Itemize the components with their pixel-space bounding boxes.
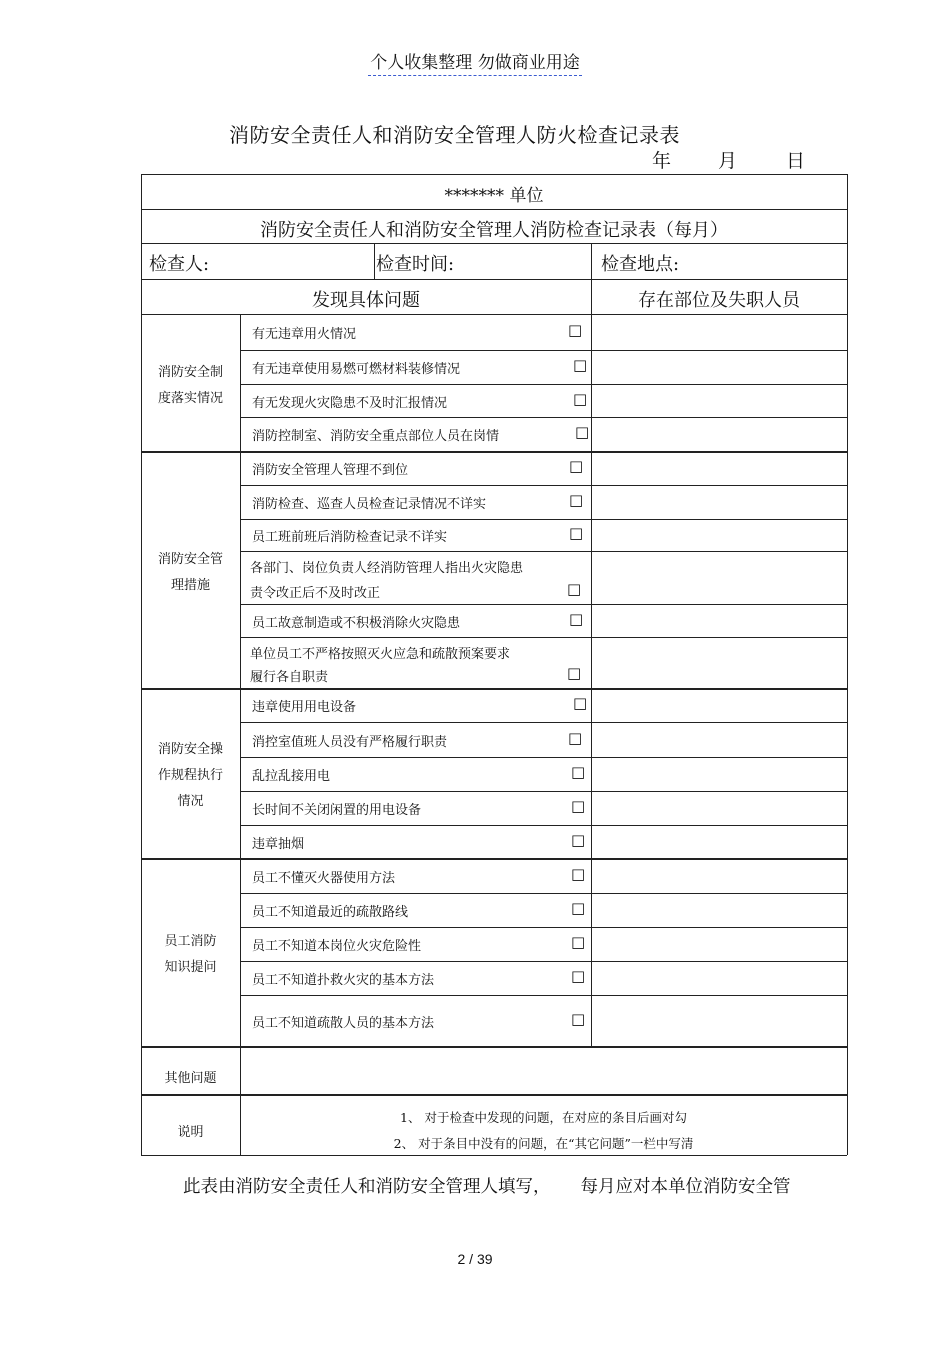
table-rule-horizontal <box>141 314 847 315</box>
table-rule-horizontal <box>240 825 847 826</box>
table-rule-horizontal <box>141 1046 847 1048</box>
check-item-label: 有无违章使用易燃可燃材料装修情况 <box>252 362 461 377</box>
table-rule-horizontal <box>240 637 847 638</box>
table-rule-horizontal <box>240 551 847 552</box>
checkbox[interactable]: □ <box>569 524 584 542</box>
checkbox[interactable]: □ <box>569 609 584 628</box>
checkbox[interactable]: □ <box>571 830 586 849</box>
checkbox[interactable]: □ <box>571 763 586 781</box>
table-rule-vertical <box>591 451 592 688</box>
column-header-issue: 发现具体问题 <box>312 290 420 311</box>
check-item-label: 消防控制室、消防安全重点部位人员在岗情 <box>252 429 500 444</box>
table-rule-horizontal <box>240 384 847 385</box>
footer-text-part-1: 此表由消防安全责任人和消防安全管理人填写， <box>183 1177 551 1197</box>
section-label: 度落实情况 <box>157 390 223 406</box>
check-item-label: 消防安全管理人管理不到位 <box>252 463 409 478</box>
check-item-label: 各部门、岗位负责人经消防管理人指出火灾隐患 <box>250 561 524 576</box>
check-item-label: 乱拉乱接用电 <box>252 769 331 784</box>
other-issues-label: 其他问题 <box>164 1071 217 1086</box>
check-item-label: 员工不知道疏散人员的基本方法 <box>252 1015 435 1031</box>
explanation-label: 说明 <box>177 1125 204 1140</box>
table-rule-horizontal <box>240 417 847 418</box>
table-rule-vertical <box>240 1046 241 1155</box>
table-rule-vertical <box>374 243 375 279</box>
table-rule-vertical <box>591 688 592 858</box>
table-rule-horizontal <box>141 451 847 453</box>
check-item-label: 单位员工不严格按照灭火应急和疏散预案要求 <box>250 647 511 662</box>
check-item-label: 违章使用用电设备 <box>252 700 357 715</box>
table-rule-vertical <box>240 688 241 858</box>
table-rule-horizontal <box>240 791 847 792</box>
check-item-label: 消控室值班人员没有严格履行职责 <box>252 734 448 750</box>
table-rule-horizontal <box>240 927 847 928</box>
table-rule-horizontal <box>240 485 847 486</box>
table-rule-horizontal <box>141 688 847 690</box>
column-header-location: 存在部位及失职人员 <box>638 290 800 311</box>
date-day: 日 <box>786 150 806 172</box>
date-line <box>652 146 805 173</box>
check-item-label: 员工不懂灭火器使用方法 <box>252 870 396 886</box>
table-rule-horizontal <box>240 995 847 996</box>
explanation-line-1: 1、 对于检查中发现的问题，在对应的条目后画对勾 <box>400 1110 687 1125</box>
check-item-label: 员工不知道扑救火灾的基本方法 <box>252 973 435 988</box>
checkbox[interactable]: □ <box>568 728 583 747</box>
checkbox[interactable]: □ <box>571 1009 586 1028</box>
table-rule-horizontal <box>240 604 847 605</box>
inspection-time-label: 检查时间: <box>376 254 455 275</box>
table-rule-vertical <box>591 314 592 451</box>
check-item-label: 员工不知道最近的疏散路线 <box>252 905 409 920</box>
check-item-label: 长时间不关闭闲置的用电设备 <box>252 803 422 818</box>
checkbox[interactable]: □ <box>567 664 582 682</box>
footer-text-part-2: 每月应对本单位消防安全管 <box>580 1177 791 1197</box>
page-number: 2 / 39 <box>457 1251 493 1267</box>
inspection-place-label: 检查地点: <box>601 254 680 275</box>
table-rule-vertical <box>591 243 592 314</box>
checkbox[interactable]: □ <box>571 899 586 917</box>
footer-text <box>183 1173 791 1198</box>
checkbox[interactable]: □ <box>567 580 582 598</box>
checkbox[interactable]: □ <box>571 933 586 951</box>
table-rule-vertical <box>240 858 241 1046</box>
inspector-label: 检查人: <box>149 254 210 275</box>
check-item-label: 员工班前班后消防检查记录不详实 <box>252 530 448 545</box>
section-label: 消防安全操 <box>157 742 223 757</box>
table-rule-horizontal <box>141 243 847 244</box>
table-subtitle: 消防安全责任人和消防安全管理人消防检查记录表（每月） <box>260 220 728 241</box>
table-rule-horizontal <box>240 757 847 758</box>
table-rule-vertical <box>240 451 241 688</box>
table-rule-horizontal <box>240 961 847 962</box>
section-label: 作规程执行 <box>157 768 223 783</box>
date-month: 月 <box>718 150 738 172</box>
check-item-label: 有无违章用火情况 <box>252 327 357 342</box>
checkbox[interactable]: □ <box>571 797 586 815</box>
table-rule-vertical <box>240 314 241 451</box>
section-label: 情况 <box>177 794 204 809</box>
checkbox[interactable]: □ <box>573 389 588 408</box>
table-rule-horizontal <box>141 858 847 860</box>
table-rule-horizontal <box>141 1155 847 1156</box>
checkbox[interactable]: □ <box>568 321 583 339</box>
table-rule-horizontal <box>141 174 847 175</box>
checkbox[interactable]: □ <box>569 457 584 475</box>
section-label: 消防安全制 <box>157 364 223 380</box>
table-rule-vertical <box>591 858 592 1046</box>
check-item-label: 员工不知道本岗位火灾危险性 <box>252 939 422 954</box>
check-item-label: 消防检查、巡查人员检查记录情况不详实 <box>252 497 487 512</box>
check-item-label: 履行各自职责 <box>250 670 329 685</box>
section-label: 理措施 <box>170 577 210 593</box>
checkbox[interactable]: □ <box>575 423 590 441</box>
checkbox[interactable]: □ <box>571 967 586 985</box>
explanation-line-2: 2、 对于条目中没有的问题，在“其它问题”一栏中写清 <box>393 1136 694 1151</box>
table-rule-horizontal <box>240 350 847 351</box>
table-rule-horizontal <box>240 519 847 520</box>
table-rule-horizontal <box>141 1094 847 1096</box>
table-rule-horizontal <box>141 279 847 280</box>
table-rule-vertical <box>847 174 848 1155</box>
table-rule-horizontal <box>141 209 847 210</box>
section-label: 消防安全管 <box>157 551 223 567</box>
check-item-label: 员工故意制造或不积极消除火灾隐患 <box>252 615 461 631</box>
check-item-label: 责令改正后不及时改正 <box>250 586 381 601</box>
unit-name: ******* 单位 <box>444 186 544 206</box>
checkbox[interactable]: □ <box>573 694 588 712</box>
table-rule-horizontal <box>240 722 847 723</box>
date-year: 年 <box>652 150 672 172</box>
document-title: 消防安全责任人和消防安全管理人防火检查记录表 <box>229 123 680 147</box>
check-item-label: 有无发现火灾隐患不及时汇报情况 <box>252 395 448 411</box>
inspection-record-table <box>141 174 847 1155</box>
table-rule-vertical <box>141 174 142 1155</box>
checkbox[interactable]: □ <box>573 356 588 374</box>
checkbox[interactable]: □ <box>571 864 586 883</box>
header-note-text: 个人收集整理 勿做商业用途 <box>368 53 581 76</box>
checkbox[interactable]: □ <box>569 491 584 509</box>
header-note <box>0 48 950 73</box>
section-label: 知识提问 <box>164 960 217 975</box>
check-item-label: 违章抽烟 <box>252 836 305 852</box>
section-label: 员工消防 <box>164 934 217 949</box>
table-rule-horizontal <box>240 893 847 894</box>
